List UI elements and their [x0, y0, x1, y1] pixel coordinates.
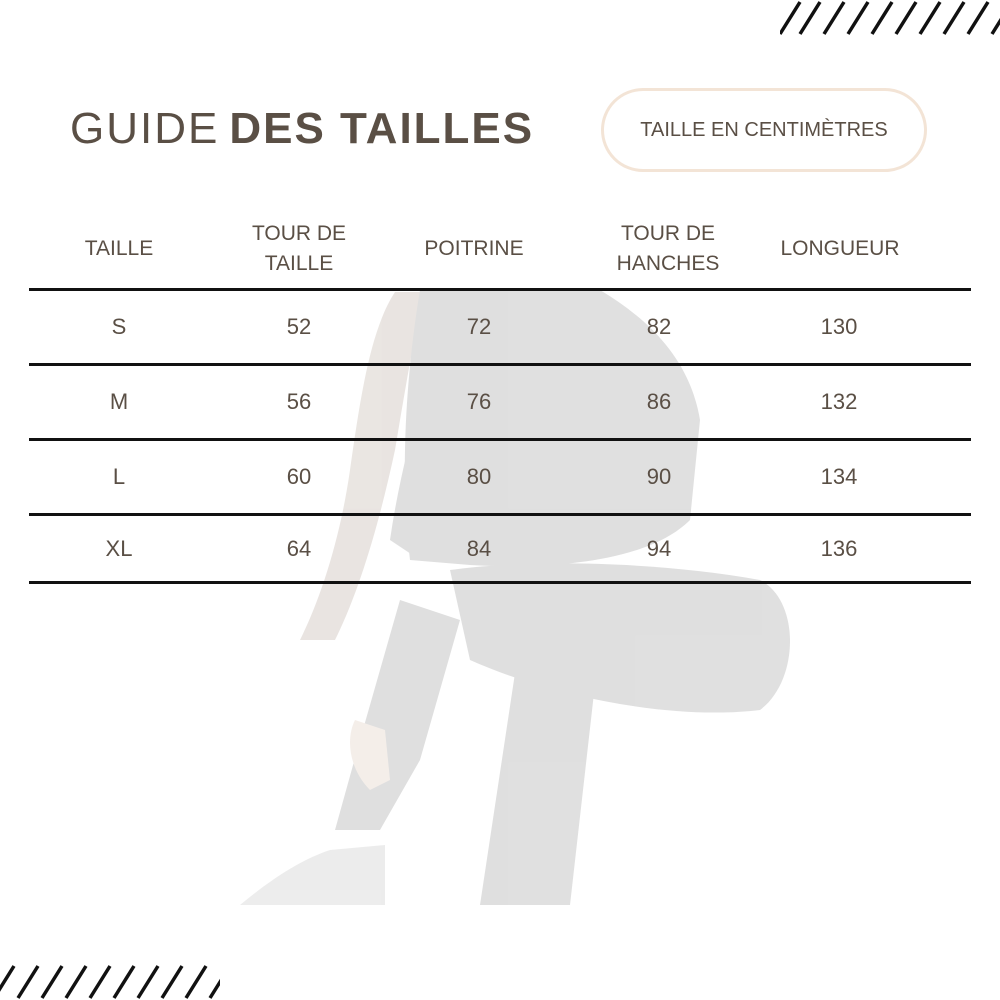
cell-length: 132 — [820, 389, 858, 414]
table-row — [29, 441, 971, 516]
table-row — [29, 516, 971, 584]
cell-chest: 76 — [466, 389, 492, 414]
cell-waist: 52 — [286, 314, 312, 339]
cell-chest: 84 — [466, 535, 492, 561]
column-header-taille: TAILLE — [84, 237, 154, 260]
cell-chest: 72 — [466, 314, 492, 339]
cell-length: 136 — [820, 535, 858, 561]
column-header-tour-de-hanches: TOUR DE HANCHES — [616, 222, 720, 275]
cell-length: 130 — [820, 314, 858, 339]
cell-size: S — [111, 314, 127, 339]
table-header-row — [29, 210, 971, 291]
cell-waist: 64 — [286, 535, 312, 561]
cell-hips: 94 — [646, 535, 672, 561]
page-title-bold: DES TAILLES — [229, 104, 535, 153]
cell-chest: 80 — [466, 464, 492, 489]
table-row — [29, 366, 971, 441]
column-header-poitrine: POITRINE — [424, 237, 524, 260]
size-table — [29, 210, 971, 584]
cell-waist: 56 — [286, 389, 312, 414]
cell-size: M — [109, 389, 129, 414]
cell-size: L — [112, 464, 126, 489]
page-title — [70, 104, 534, 154]
column-header-tour-de-taille: TOUR DE TAILLE — [251, 222, 347, 275]
cell-waist: 60 — [286, 464, 312, 489]
cell-hips: 86 — [646, 389, 672, 414]
decorative-stripes-top-right — [780, 0, 1000, 36]
cell-hips: 82 — [646, 314, 672, 339]
cell-length: 134 — [820, 464, 858, 489]
column-header-longueur: LONGUEUR — [780, 237, 900, 260]
cell-size: XL — [105, 535, 133, 561]
page-title-light: GUIDE — [70, 104, 220, 153]
decorative-stripes-bottom-left — [0, 964, 220, 1000]
table-row — [29, 291, 971, 366]
unit-badge: TAILLE EN CENTIMÈTRES — [601, 88, 927, 172]
cell-hips: 90 — [646, 464, 672, 489]
